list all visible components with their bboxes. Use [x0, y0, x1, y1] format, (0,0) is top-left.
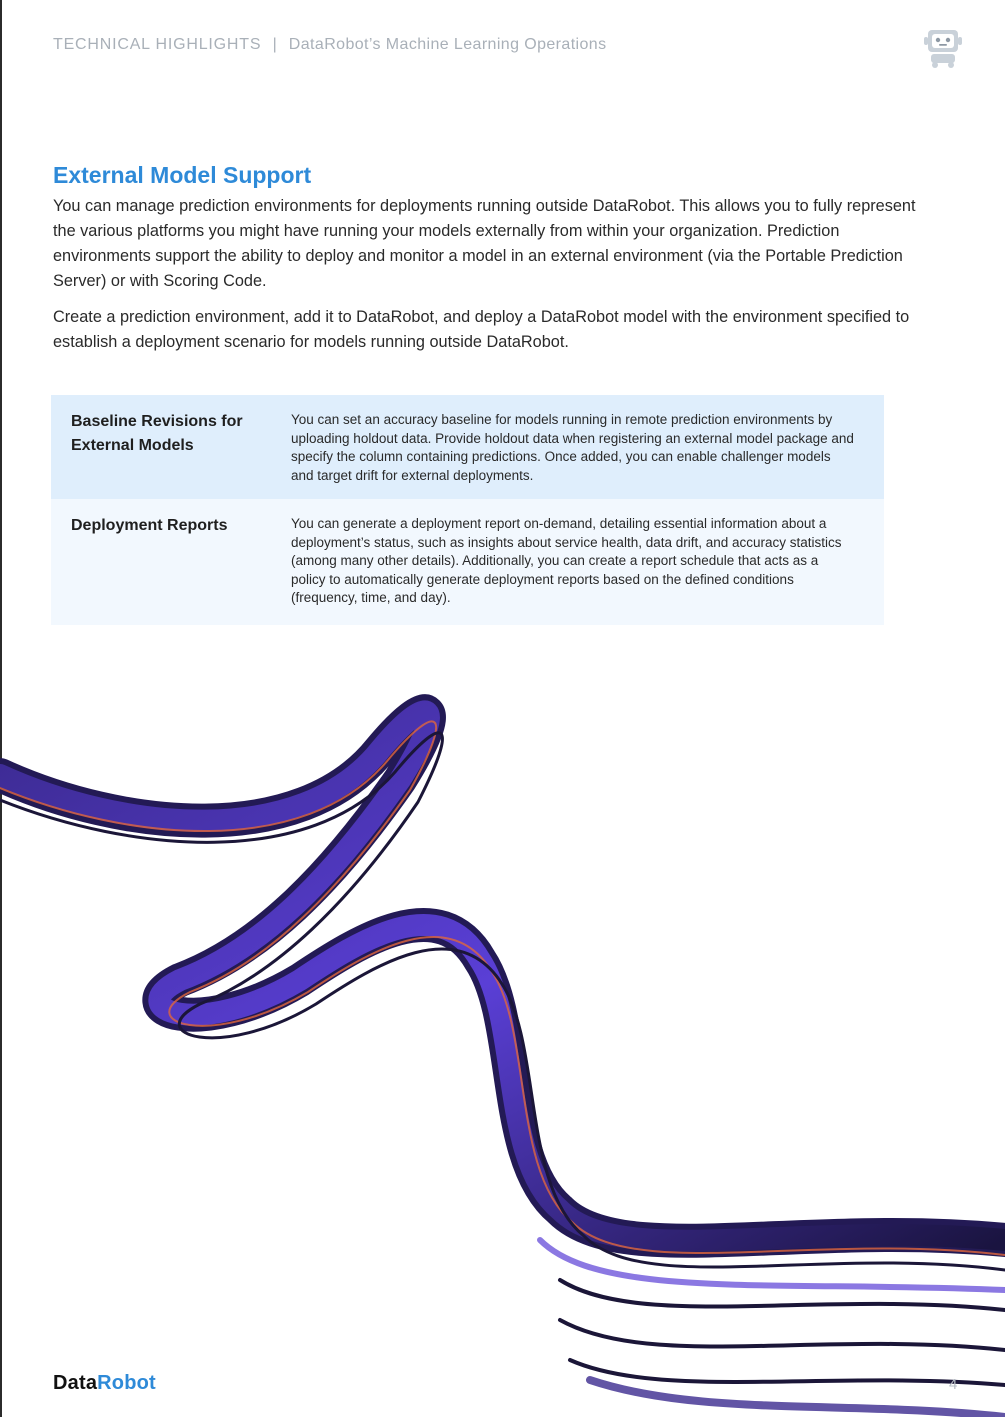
intro-paragraph: You can manage prediction environments for deployments running outside DataRobot. This allows you to fully represent the various platforms you might have running your models externally from within your organization. Prediction environments support the ability to deploy and monitor a model in an external environment (via the Portable Prediction Server) or with Scoring Code.	[53, 197, 916, 290]
robot-icon	[922, 27, 964, 69]
header-subtitle: DataRobot’s Machine Learning Operations	[288, 36, 607, 53]
row-description: You can generate a deployment report on-demand, detailing essential information about a deployment’s status, such as insights about service health, data drift, and accuracy statistics (among many other details). Additionally, you can create a report schedule that acts as a policy to automatically generate deployment reports based on the defined conditions (frequency, time, and day).	[291, 516, 842, 606]
row-heading: Baseline Revisions for External Models	[71, 413, 243, 454]
feature-table	[51, 395, 884, 625]
header-section: TECHNICAL HIGHLIGHTS	[53, 36, 262, 53]
instruction-paragraph: Create a prediction environment, add it to DataRobot, and deploy a DataRobot model with the environment specified to establish a deployment scenario for models running outside DataRobot.	[53, 308, 910, 351]
section-title: External Model Support	[53, 162, 312, 188]
table-row	[51, 499, 884, 625]
row-heading: Deployment Reports	[71, 517, 228, 534]
decorative-ribbon-graphic	[0, 680, 1005, 1417]
logo-text-robot: Robot	[97, 1372, 156, 1394]
table-row	[51, 395, 884, 499]
page-header	[53, 36, 607, 54]
page-number: 4	[949, 1376, 958, 1393]
datarobot-logo	[53, 1372, 156, 1395]
logo-text-data: Data	[53, 1372, 98, 1394]
row-description: You can set an accuracy baseline for models running in remote prediction environments by uploading holdout data. Provide holdout data when registering an external model package and specify the column containing predictions. Once added, you can enable challenger models and target drift for external deployments.	[291, 412, 854, 483]
header-separator: |	[272, 36, 278, 53]
